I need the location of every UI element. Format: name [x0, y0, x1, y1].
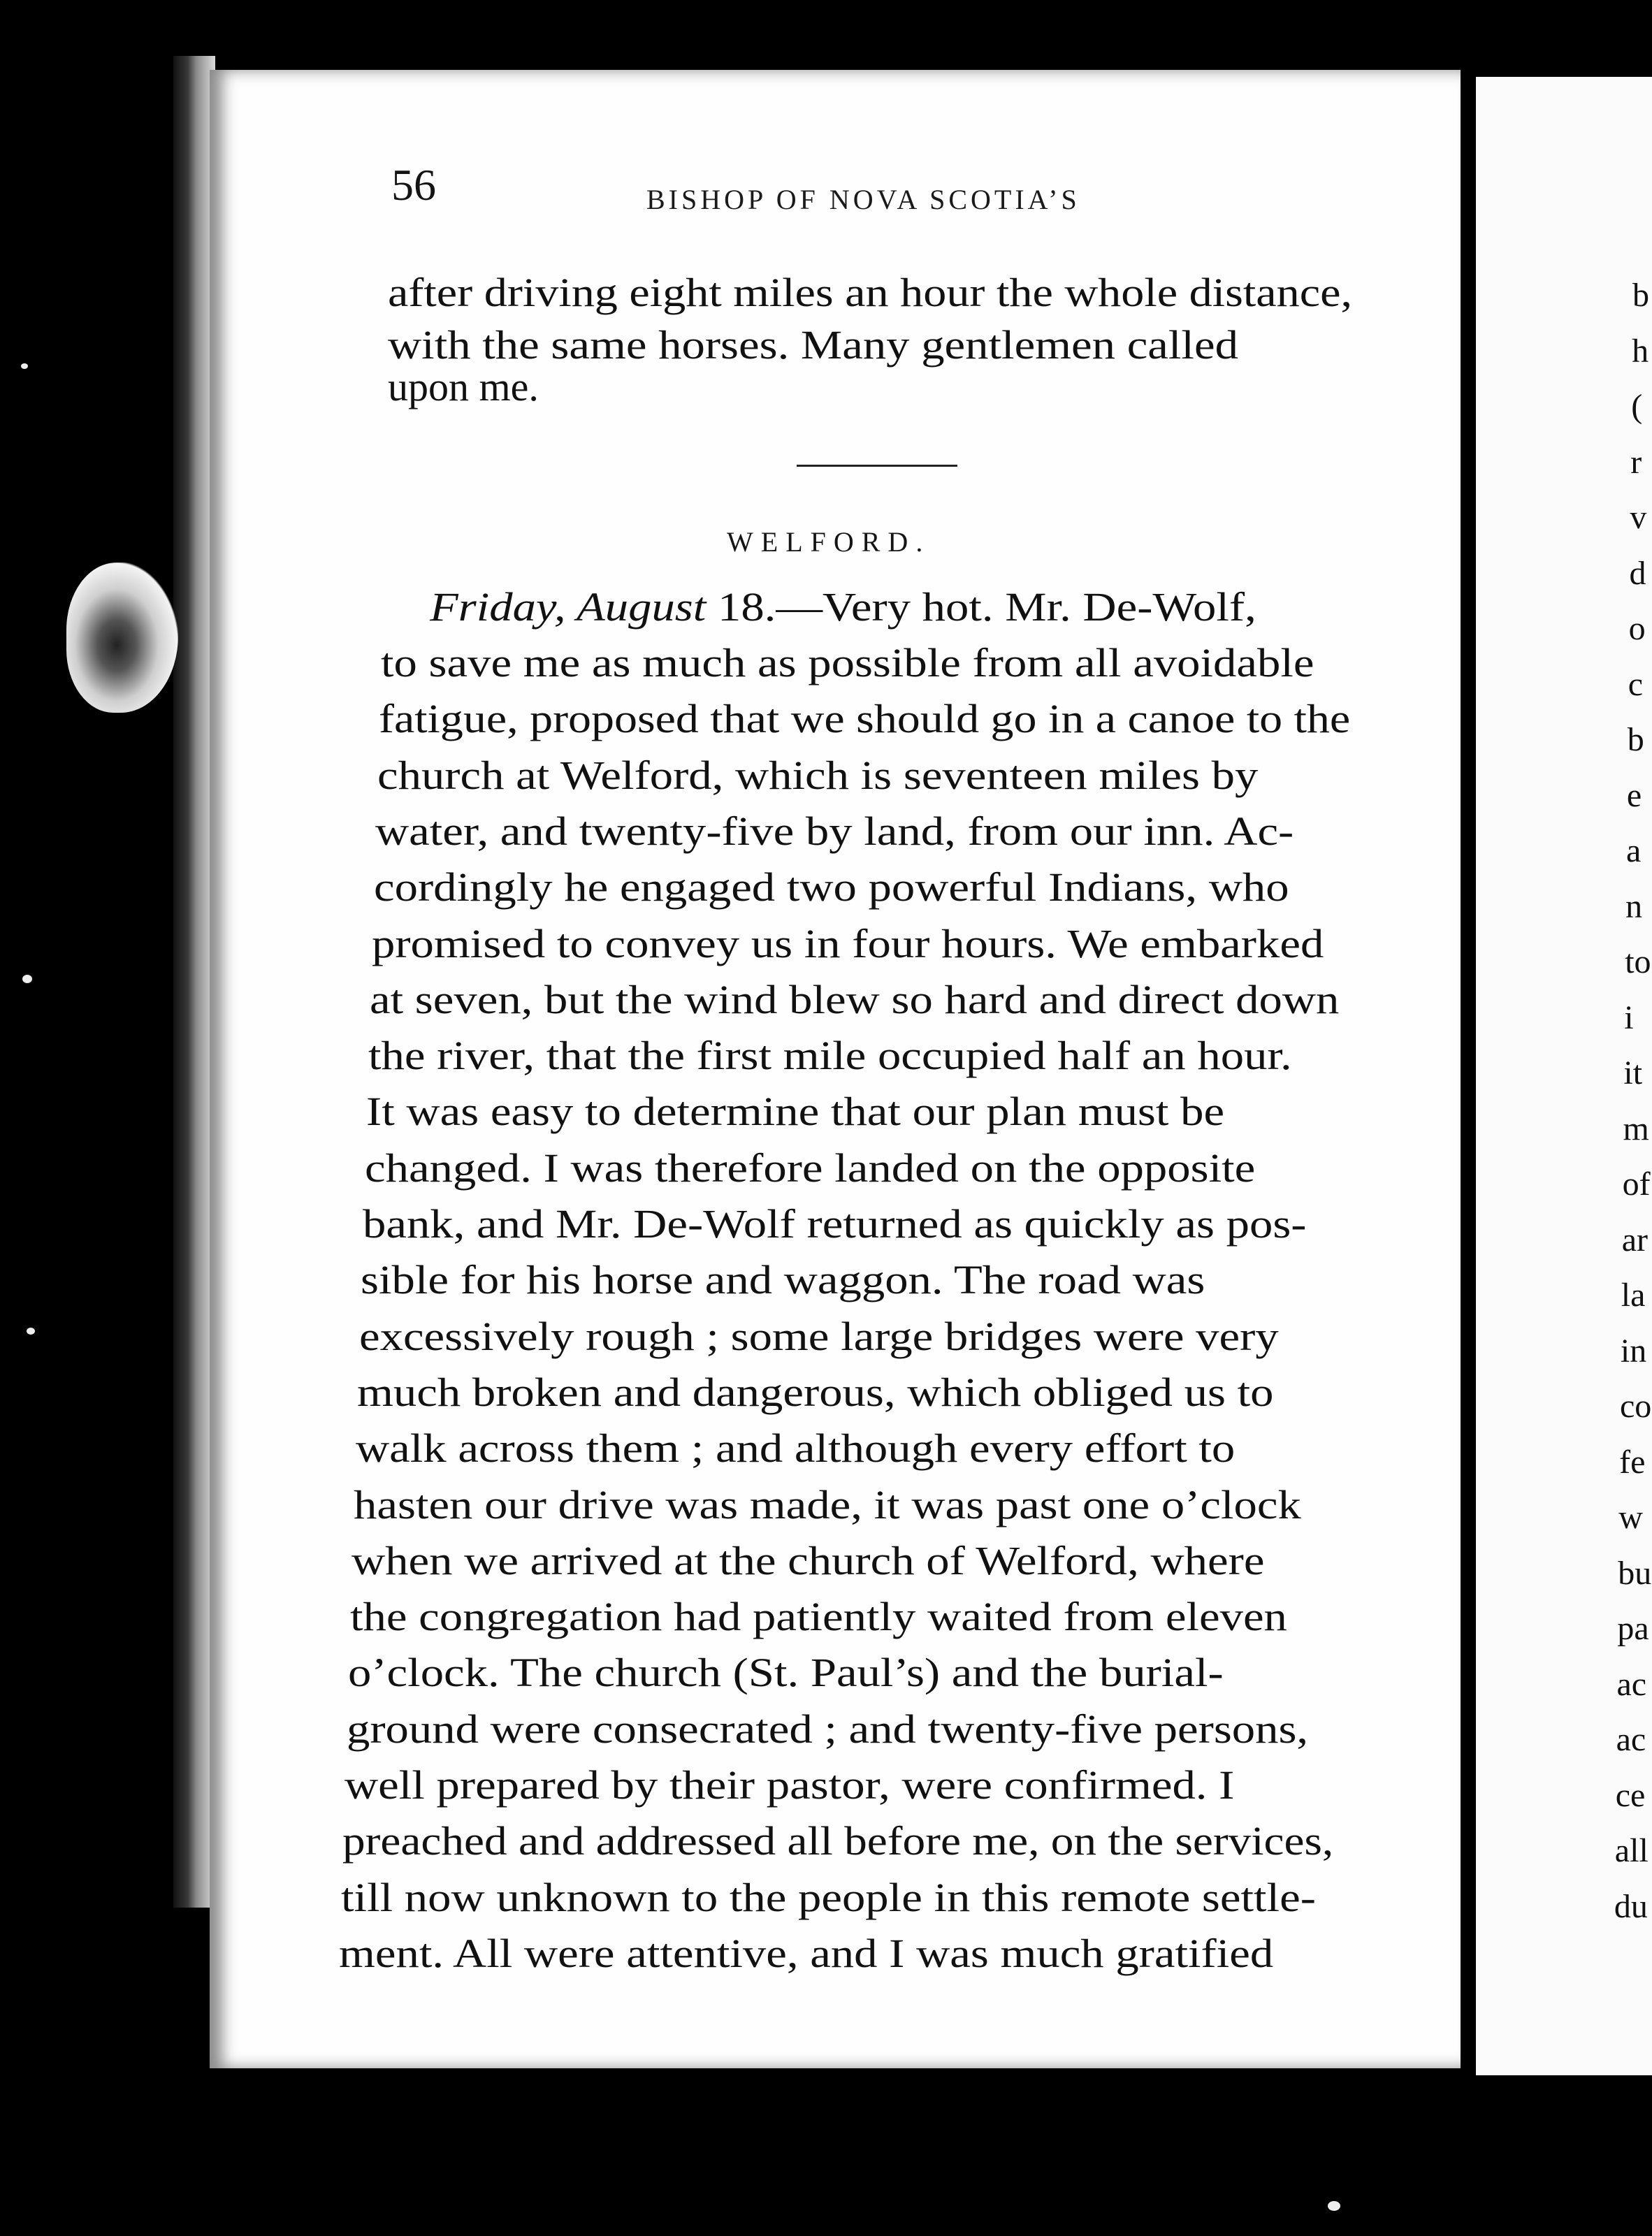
right-page-fragment: e: [1626, 776, 1642, 814]
section-rule: [797, 465, 957, 467]
right-page-fragment: du: [1614, 1887, 1648, 1925]
text-line: ment. All were attentive, and I was much gratified: [339, 1930, 1274, 1976]
text-line: cordingly he engaged two powerful Indians, who: [373, 864, 1289, 910]
text-line: It was easy to determine that our plan must be: [366, 1089, 1225, 1135]
text-line: water, and twenty-five by land, from our inn. Ac-: [375, 808, 1294, 854]
right-page-fragment: b: [1632, 277, 1649, 314]
right-page-fragment: a: [1626, 832, 1642, 869]
text-line: fatigue, proposed that we should go in a canoe to the: [379, 696, 1351, 742]
text-line: walk across them ; and although every effort to: [355, 1425, 1235, 1472]
text-line: at seven, but the wind blew so hard and direct down: [370, 976, 1340, 1022]
right-page-fragment: c: [1628, 665, 1643, 703]
right-page-fragment: w: [1618, 1499, 1643, 1536]
text-line: when we arrived at the church of Welford, where: [352, 1537, 1265, 1583]
speck: [27, 1328, 35, 1335]
text-line: sible for his horse and waggon. The road was: [361, 1257, 1205, 1303]
text-line: well prepared by their pastor, were confirmed. I: [345, 1762, 1235, 1808]
right-page-fragment: n: [1625, 887, 1643, 925]
right-page-fragment: bu: [1618, 1554, 1652, 1592]
right-page-fragment: pa: [1617, 1610, 1649, 1647]
right-page-fragment: r: [1630, 443, 1642, 481]
text-line: the river, that the first mile occupied half an hour.: [368, 1033, 1292, 1079]
right-page-fragment: la: [1621, 1277, 1646, 1314]
right-page-fragment: it: [1623, 1054, 1643, 1091]
right-page-fragment: o: [1628, 610, 1646, 647]
running-head: BISHOP OF NOVA SCOTIA’S: [646, 184, 1080, 215]
text-line: much broken and dangerous, which obliged us to: [357, 1369, 1274, 1415]
right-page-fragment: ac: [1616, 1721, 1646, 1758]
section-heading: WELFORD.: [727, 526, 931, 558]
right-page-fragment: v: [1630, 499, 1647, 536]
right-page-fragment: d: [1629, 554, 1646, 592]
speck: [1328, 2201, 1340, 2211]
right-page-fragment: all: [1614, 1832, 1649, 1869]
right-page-fragment: co: [1620, 1388, 1652, 1425]
text-line: promised to convey us in four hours. We embarked: [372, 920, 1324, 966]
text-line: ground were consecrated ; and twenty-five persons,: [346, 1706, 1308, 1752]
right-page-fragment: in: [1620, 1332, 1647, 1370]
text-line: preached and addressed all before me, on the services,: [342, 1818, 1334, 1864]
text-line: o’clock. The church (St. Paul’s) and the burial-: [348, 1650, 1224, 1696]
text-line: the congregation had patiently waited from eleven: [349, 1594, 1287, 1640]
right-page-fragment: m: [1623, 1110, 1649, 1147]
paper-stain: [66, 562, 178, 713]
text-line: till now unknown to the people in this remote settle-: [340, 1874, 1316, 1920]
text-line: after driving eight miles an hour the whole distance,: [388, 270, 1352, 315]
right-page-fragment: ce: [1615, 1776, 1646, 1814]
text-line: bank, and Mr. De-Wolf returned as quickly as pos-: [363, 1201, 1307, 1247]
text-line: to save me as much as possible from all avoidable: [381, 640, 1314, 685]
book-edge: [173, 56, 215, 1908]
first-line-rest: 18.—Very hot. Mr. De-Wolf,: [706, 584, 1256, 630]
right-page-fragment: ar: [1621, 1221, 1648, 1258]
right-page-fragment: to: [1625, 943, 1651, 980]
text-line-first: [430, 583, 1256, 630]
text-line: changed. I was therefore landed on the opposite: [364, 1145, 1255, 1191]
speck: [21, 363, 28, 369]
right-page-fragment: h: [1632, 332, 1649, 370]
text-line: upon me.: [388, 364, 539, 409]
right-page-fragment: of: [1622, 1166, 1651, 1203]
page-number: 56: [391, 160, 436, 210]
right-page-fragment: i: [1624, 999, 1634, 1036]
text-line: hasten our drive was made, it was past one o’clock: [354, 1481, 1301, 1527]
right-page-fragment: fe: [1619, 1443, 1646, 1481]
text-line: church at Welford, which is seventeen miles by: [377, 752, 1259, 798]
right-page-fragment: b: [1627, 721, 1644, 758]
date-italic: Friday, August: [430, 584, 707, 630]
speck: [22, 975, 32, 983]
page-fold: [1461, 84, 1476, 1970]
text-line: excessively rough ; some large bridges were very: [358, 1313, 1279, 1359]
right-page-fragment: (: [1631, 388, 1643, 425]
right-page-fragment: ac: [1616, 1665, 1647, 1703]
text-line: with the same horses. Many gentlemen called: [388, 322, 1238, 368]
